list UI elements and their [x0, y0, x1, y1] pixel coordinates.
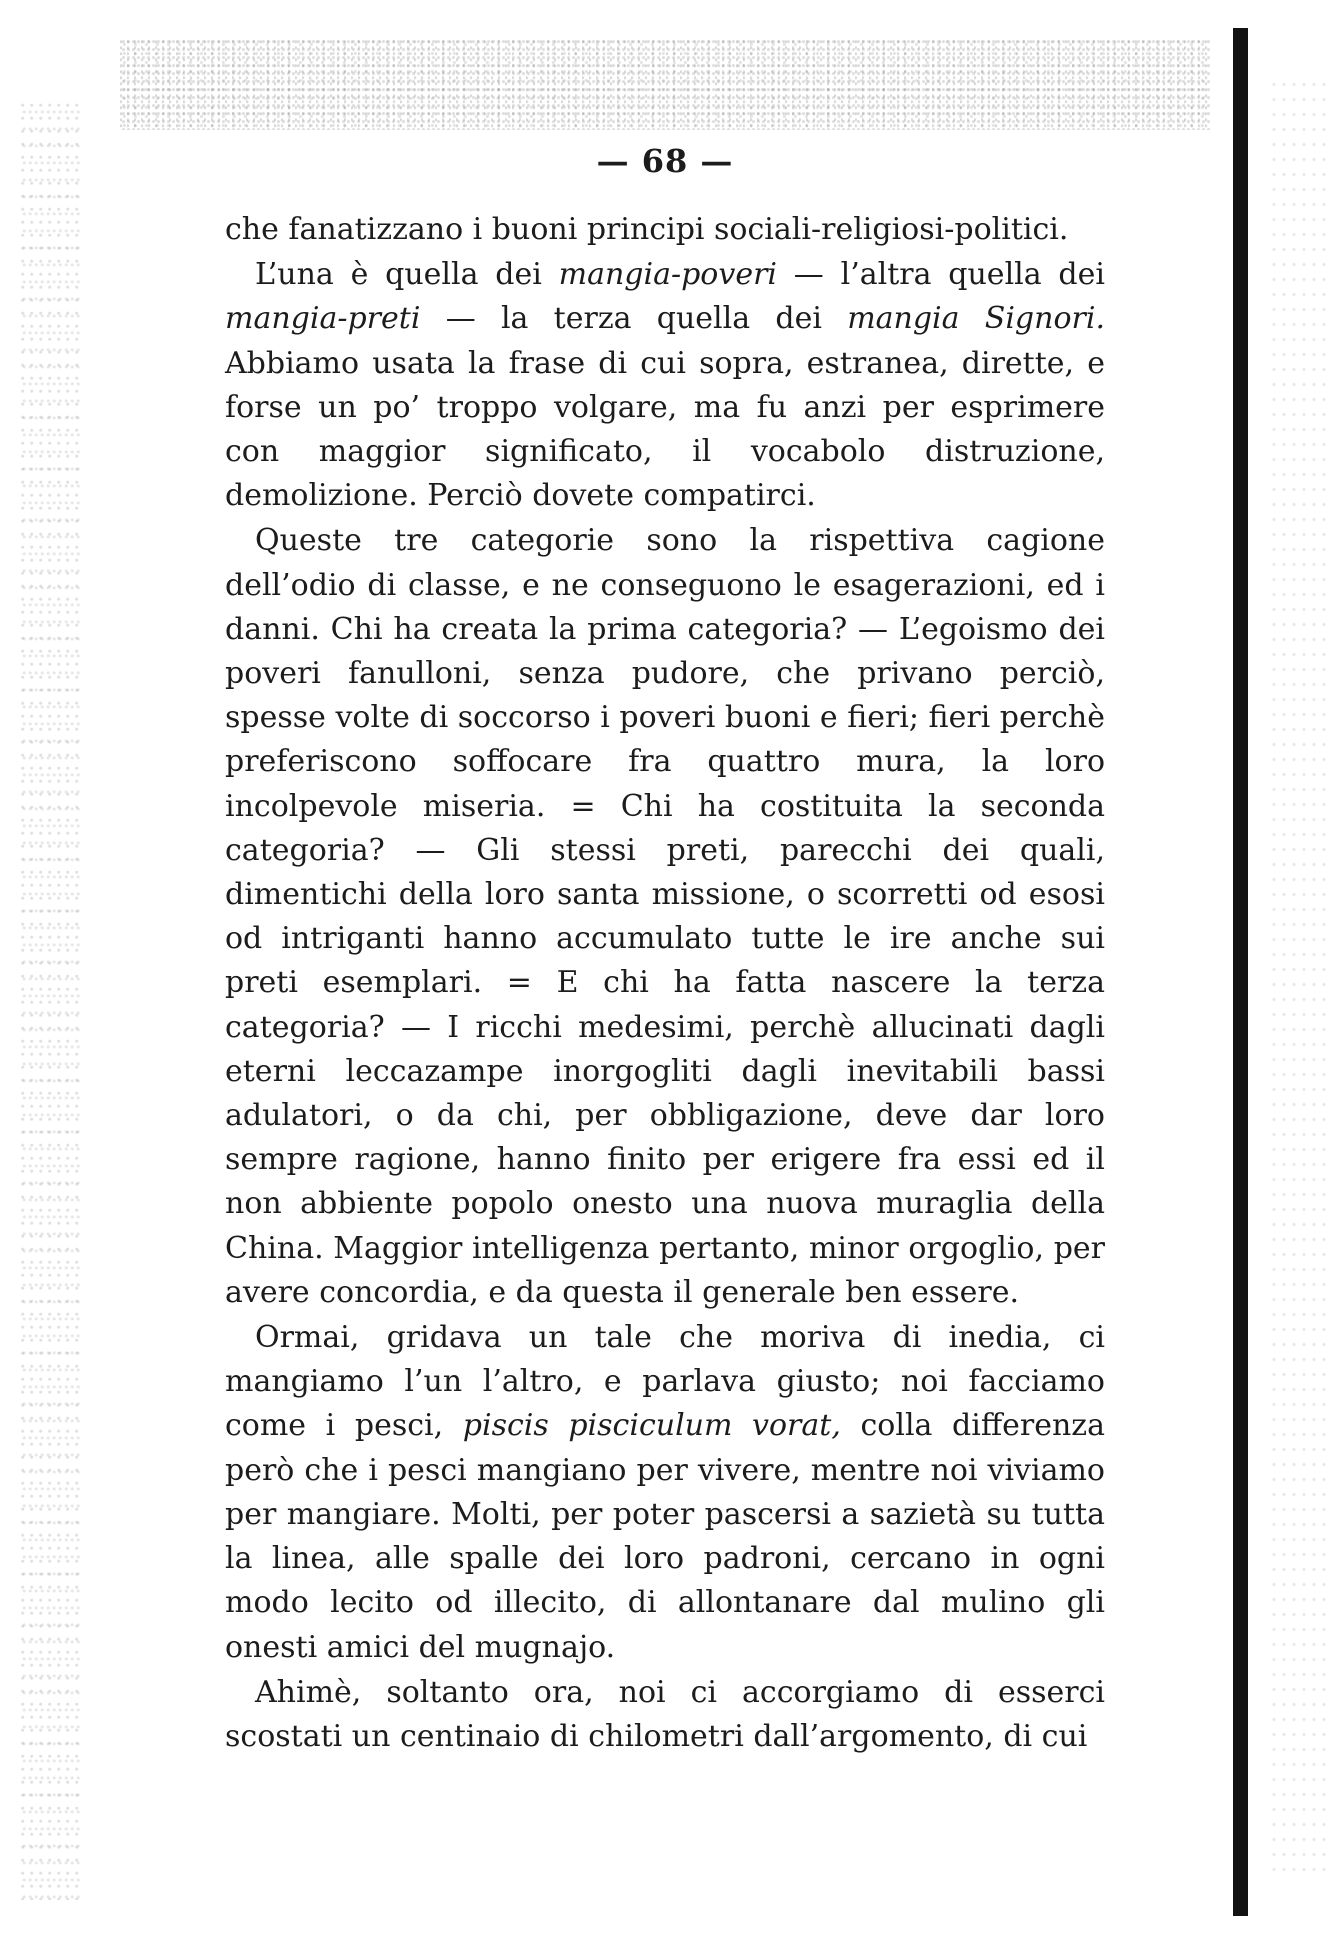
text-run: Queste tre categorie sono la rispettiva cagione dell’odio di classe, e ne conseguono le esagerazioni, ed i danni. Chi ha creata la prima categoria? — L’egoismo dei poveri fanulloni, senza pudore, che privano perciò, spesse volte di soccorso i poveri buoni e fieri; fieri perchè preferiscono soffocare fra quattro mura, la loro incolpevole miseria. = Chi ha costituita la seconda categoria? — Gli stessi preti, parecchi dei quali, dimentichi della loro santa missione, o scorretti od esosi od intriganti hanno accumulato tutte le ire anche sui preti esemplari. = E chi ha fatta nascere la terza categoria? — I ricchi medesimi, perchè allucinati dagli eterni leccazampe inorgogliti dagli inevitabili bassi adulatori, o da chi, per obbligazione, deve dar loro sempre ragione, hanno finito per erigere fra essi ed il non abbiente popolo onesto una nuova muraglia della China. Maggior intelligenza pertanto, minor orgoglio, per avere concordia, e da questa il generale ben essere.: [225, 523, 1105, 1310]
paragraph: [225, 1671, 1105, 1759]
paragraph: [225, 253, 1105, 518]
page-number: — 68 —: [596, 142, 734, 180]
paragraph: [225, 519, 1105, 1315]
text-run: — la terza quella dei: [420, 301, 848, 337]
scan-noise-top: [120, 40, 1210, 130]
binding-edge: [1233, 28, 1248, 1916]
italic-phrase: piscis pisciculum vorat,: [462, 1408, 841, 1444]
paragraph-continuation: [225, 208, 1105, 252]
text-run: Ormai, gridava un tale che moriva di inedia, ci mangiamo l’un l’altro, e parlava giusto; noi facciamo come i pesci,: [225, 1320, 1105, 1444]
scan-noise-right: [1270, 80, 1330, 1880]
body-text: [225, 208, 1105, 1759]
text-run: che fanatizzano i buoni principi sociali-religiosi-politici.: [225, 212, 1069, 247]
italic-phrase: mangia Signori.: [847, 301, 1105, 337]
text-run: — l’altra quella dei: [777, 257, 1105, 293]
italic-phrase: mangia-preti: [225, 301, 421, 337]
italic-phrase: mangia-poveri: [558, 257, 778, 293]
paragraph: [225, 1316, 1105, 1670]
text-run: colla differenza però che i pesci mangiano per vivere, mentre noi viviamo per mangiare. Molti, per poter pascersi a sazietà su tutta la linea, alle spalle dei loro padroni, cercano in ogni modo lecito od illecito, di allontanare dal mulino gli onesti amici del mugnajo.: [225, 1408, 1105, 1665]
text-run: Ahimè, soltanto ora, noi ci accorgiamo di esserci scostati un centinaio di chilometri dall’argomento, di cui: [225, 1674, 1105, 1754]
text-run: L’una è quella dei: [255, 257, 559, 293]
text-run: Abbiamo usata la frase di cui sopra, estranea, dirette, e forse un po’ troppo volgare, ma fu anzi per esprimere con maggior significato, il vocabolo distruzione, demolizione. Perciò dovete compatirci.: [225, 345, 1105, 514]
scan-noise-left: [20, 100, 80, 1900]
